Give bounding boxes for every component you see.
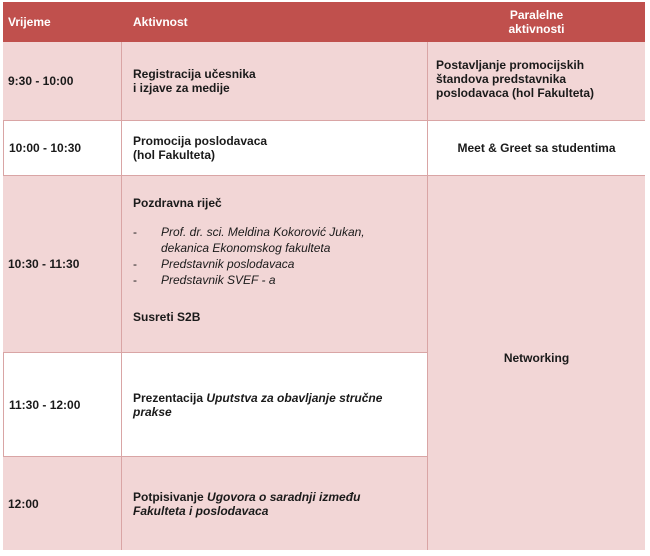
header-parallel xyxy=(428,2,645,42)
parallel-networking-text: Networking xyxy=(503,351,570,365)
row2-time xyxy=(3,121,122,176)
row1-time xyxy=(3,42,122,121)
parallel-first-line3: poslodavaca (hol Fakulteta) xyxy=(436,86,595,100)
row2-activity xyxy=(122,121,428,176)
row4-activity-emph: Uputstva za obavljanje stručne prakse xyxy=(133,390,383,419)
parallel-first-line1: Postavljanje promocijskih xyxy=(436,58,585,72)
row3-activity-footer: Susreti S2B xyxy=(133,310,201,324)
row3-activity xyxy=(122,176,428,353)
row1-activity-line1: Registracija učesnika xyxy=(133,67,256,81)
row2-time-text: 10:00 - 10:30 xyxy=(9,141,82,155)
row4-time-text: 11:30 - 12:00 xyxy=(9,397,81,412)
row5-activity-emph-line2: Fakulteta i poslodavaca xyxy=(133,503,269,518)
row5-time xyxy=(3,457,122,550)
schedule-table xyxy=(3,2,645,550)
row5-activity-prefix: Potpisivanje xyxy=(133,489,208,504)
row3-time xyxy=(3,176,122,353)
parallel-first-line2: štandova predstavnika xyxy=(436,72,567,86)
header-time-label: Vrijeme xyxy=(8,15,51,29)
row4-activity-prefix: Prezentacija xyxy=(133,390,207,405)
speaker-item: - Prof. dr. sci. Meldina Kokorović Jukan, dekanica Ekonomskog fakulteta xyxy=(133,224,417,256)
row2-activity-line1: Promocija poslodavaca xyxy=(133,134,268,148)
row1-activity xyxy=(122,42,428,121)
header-time xyxy=(3,2,122,42)
row3-time-text: 10:30 - 11:30 xyxy=(8,257,80,271)
header-parallel-line1: Paralelne xyxy=(509,8,564,22)
row1-time-text: 9:30 - 10:00 xyxy=(8,74,74,88)
row1-activity-line2: i izjave za medije xyxy=(133,81,230,95)
speaker-item: - Predstavnik poslodavaca xyxy=(133,256,417,272)
row5-activity xyxy=(122,457,428,550)
row3-activity-title: Pozdravna riječ xyxy=(133,196,222,210)
row4-time xyxy=(3,353,122,457)
parallel-second-text: Meet & Greet sa studentima xyxy=(457,141,616,155)
parallel-networking xyxy=(428,176,645,550)
speaker-list xyxy=(133,224,417,288)
header-parallel-line2: aktivnosti xyxy=(508,22,565,36)
row2-activity-line2: (hol Fakulteta) xyxy=(133,148,216,162)
row5-activity-emph-line1: Ugovora o saradnji između xyxy=(207,489,361,504)
row4-activity xyxy=(122,353,428,457)
row5-time-text: 12:00 xyxy=(8,496,39,511)
speaker-item: - Predstavnik SVEF - a xyxy=(133,272,417,288)
parallel-first xyxy=(428,42,645,121)
parallel-second xyxy=(428,121,645,176)
header-activity-label: Aktivnost xyxy=(133,15,188,29)
header-activity xyxy=(122,2,428,42)
